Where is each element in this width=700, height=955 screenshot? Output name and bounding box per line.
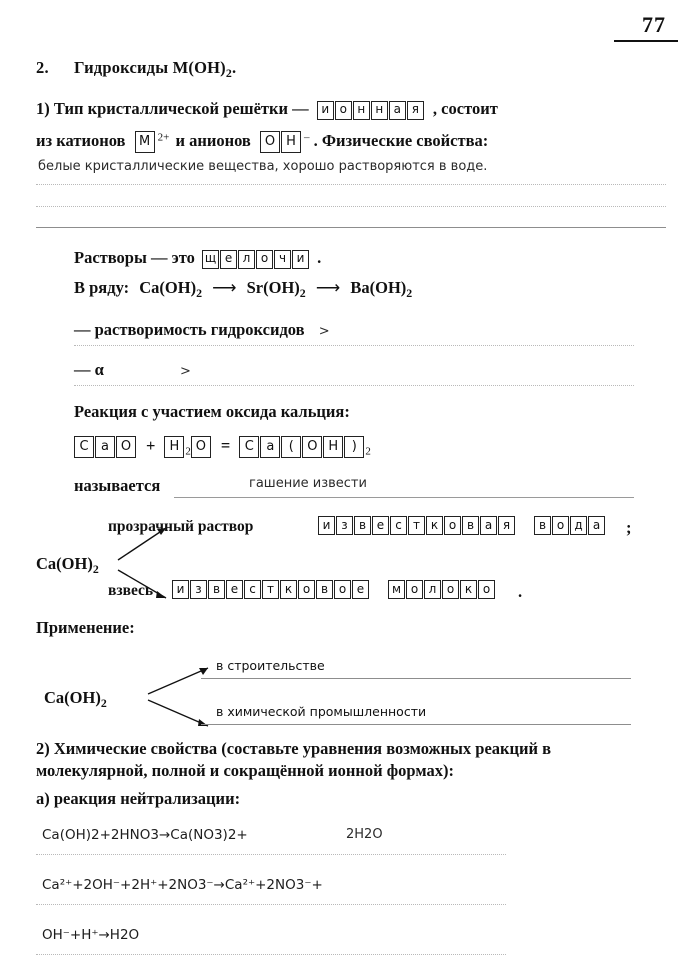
task-number: 2. (36, 58, 49, 77)
answer-cell[interactable]: в (316, 580, 333, 599)
called-line (74, 474, 666, 500)
answer-cell[interactable]: О (260, 131, 280, 153)
branch-block-1 (36, 514, 666, 606)
arrow-icon: ⟶ (315, 277, 341, 297)
answer-cell[interactable]: д (570, 516, 587, 535)
q1-text-a: 1) Тип кристаллической решётки — (36, 98, 309, 118)
branch-top-tail: ; (626, 517, 632, 537)
answer-cell[interactable]: М (135, 131, 155, 153)
cao-cells[interactable] (74, 436, 137, 458)
solutions-answer-cells[interactable] (202, 250, 310, 269)
answer-cell[interactable]: о (334, 580, 351, 599)
answer-cell[interactable]: O (116, 436, 136, 458)
period: . (317, 247, 322, 267)
equation-printed: Ca(OH)2+2HNO3→Ca(NO3)2+ (42, 827, 248, 844)
answer-cell[interactable]: и (172, 580, 189, 599)
answer-cell[interactable]: н (371, 101, 388, 120)
answer-cell[interactable]: о (444, 516, 461, 535)
answer-cell[interactable]: к (280, 580, 297, 599)
answer-cell[interactable]: е (352, 580, 369, 599)
q1-line2 (36, 129, 666, 153)
task-title: Гидроксиды $М(ОН)_2$. (74, 58, 237, 80)
answer-cell[interactable]: е (226, 580, 243, 599)
answer-cell[interactable]: щ (202, 250, 219, 269)
equation-handwritten[interactable]: 2H2O (346, 827, 383, 843)
q1-properties-answer[interactable] (36, 159, 666, 181)
writing-line (36, 853, 506, 855)
answer-cell-space (516, 516, 533, 535)
series-item-2: $Sr(OH)_2$ (246, 277, 306, 300)
answer-cell[interactable]: я (407, 101, 424, 120)
answer-cell[interactable]: а (588, 516, 605, 535)
branch-root-formula: $Ca(OH)_2$ (36, 553, 99, 576)
answer-cell[interactable]: O (302, 436, 322, 458)
lattice-answer-cells[interactable] (317, 101, 425, 120)
answer-cell[interactable]: о (256, 250, 273, 269)
called-answer[interactable]: гашение извести (249, 475, 367, 491)
answer-cell[interactable]: о (406, 580, 423, 599)
series-item-3: $Ba(OH)_2$ (350, 277, 413, 300)
h2o-cells[interactable] (164, 436, 185, 458)
limemilk-answer-cells[interactable] (172, 580, 496, 599)
page-number: 77 (642, 12, 666, 37)
q1-text-c: из катионов (36, 130, 126, 150)
usage-branch-block (36, 656, 666, 732)
arrow-icon: ⟶ (212, 277, 237, 297)
cation-charge: 2+ (157, 131, 170, 144)
q3-equation-3[interactable] (36, 927, 666, 955)
answer-cell[interactable]: a (95, 436, 115, 458)
handwritten-properties[interactable]: белые кристаллические вещества, хорошо растворяются в воде. (38, 158, 488, 174)
answer-cell[interactable]: к (460, 580, 477, 599)
answer-cell[interactable]: е (220, 250, 237, 269)
answer-cell-space (370, 580, 387, 599)
alpha-answer[interactable]: > (179, 363, 191, 379)
solutions-line (74, 246, 666, 270)
h2o-o-cell[interactable] (191, 436, 212, 458)
answer-cell[interactable]: ( (281, 436, 301, 458)
writing-line (174, 497, 634, 498)
reaction-heading: Реакция с участием оксида кальция: (74, 401, 350, 421)
answer-cell[interactable]: с (390, 516, 407, 535)
usage-heading: Применение: (36, 617, 135, 637)
page-number-rule (614, 40, 678, 42)
equals-sign: = (220, 435, 231, 455)
q1-text-d: и анионов (175, 130, 251, 150)
answer-cell[interactable]: H (323, 436, 343, 458)
reaction-equation (74, 434, 666, 458)
usage-item-2: в химической промышленности (216, 703, 427, 719)
writing-line (201, 678, 631, 679)
answer-cell[interactable]: и (317, 101, 334, 120)
equation-ionic-net: OH⁻+H⁺→H2O (42, 927, 140, 944)
writing-line (74, 344, 634, 346)
answer-cell[interactable]: а (480, 516, 497, 535)
answer-cell[interactable]: к (426, 516, 443, 535)
h2o-subscript: 2 (185, 445, 191, 458)
answer-cell[interactable]: с (244, 580, 261, 599)
writing-line (36, 205, 666, 207)
answer-cell[interactable]: в (354, 516, 371, 535)
answer-cell[interactable]: ) (344, 436, 364, 458)
answer-cell[interactable]: C (74, 436, 94, 458)
answer-cell[interactable]: т (262, 580, 279, 599)
usage-root-formula: $Ca(OH)_2$ (44, 687, 107, 710)
q3-heading: 2) Химические свойства (составьте уравнения возможных реакций в молекулярной, полной и сокращённой ионной формах): (36, 738, 552, 780)
limewater-answer-cells[interactable] (318, 516, 606, 535)
page-content (36, 56, 666, 955)
answer-cell[interactable]: л (238, 250, 255, 269)
anion-charge: – (303, 131, 310, 144)
answer-cell[interactable]: н (353, 101, 370, 120)
equation-ionic-full: Ca²⁺+2OH⁻+2H⁺+2NO3⁻→Ca²⁺+2NO3⁻+ (42, 877, 323, 894)
answer-cell[interactable]: и (292, 250, 309, 269)
plus-sign: + (146, 435, 156, 455)
writing-line (201, 724, 631, 725)
answer-cell[interactable]: и (318, 516, 335, 535)
answer-cell[interactable]: о (552, 516, 569, 535)
answer-cell[interactable]: л (424, 580, 441, 599)
series-line (74, 276, 666, 302)
answer-cell[interactable]: з (336, 516, 353, 535)
answer-cell[interactable]: о (335, 101, 352, 120)
answer-cell[interactable]: в (208, 580, 225, 599)
called-label: называется (74, 475, 161, 495)
writing-line (36, 903, 506, 905)
solutions-label: Растворы — это (74, 247, 195, 267)
answer-cell[interactable]: ч (274, 250, 291, 269)
answer-cell[interactable]: а (389, 101, 406, 120)
alpha-line (74, 358, 666, 382)
section-rule (36, 227, 666, 228)
cation-cells[interactable] (135, 131, 156, 153)
answer-cell[interactable]: о (478, 580, 495, 599)
task-heading (36, 58, 666, 81)
answer-cell[interactable]: C (239, 436, 259, 458)
solubility-line (74, 318, 666, 342)
writing-line (36, 183, 666, 185)
answer-cell[interactable]: O (191, 436, 211, 458)
usage-item-1: в строительстве (216, 657, 325, 673)
answer-cell[interactable]: в (462, 516, 479, 535)
answer-cell[interactable]: е (372, 516, 389, 535)
branch-top-label: прозрачный раствор (108, 517, 254, 535)
answer-cell[interactable]: я (498, 516, 515, 535)
q3-sub-a: а) реакция нейтрализации: (36, 789, 241, 809)
anion-cells[interactable] (260, 131, 302, 153)
answer-cell[interactable]: в (534, 516, 551, 535)
q1-text-b: , состоит (432, 98, 498, 118)
answer-cell[interactable]: т (408, 516, 425, 535)
answer-cell[interactable]: H (164, 436, 184, 458)
answer-cell[interactable]: Н (281, 131, 301, 153)
answer-cell[interactable]: a (260, 436, 280, 458)
solubility-answer[interactable]: > (318, 323, 330, 339)
answer-cell[interactable]: з (190, 580, 207, 599)
answer-cell[interactable]: м (388, 580, 405, 599)
q1-line1 (36, 97, 666, 121)
branch-bottom-label: взвесь (108, 581, 154, 599)
solubility-label: — растворимость гидроксидов (74, 319, 305, 339)
series-item-1: $Ca(OH)_2$ (139, 277, 202, 300)
writing-line (74, 384, 634, 386)
caoh2-subscript: 2 (365, 445, 371, 458)
answer-cell[interactable]: о (298, 580, 315, 599)
q1-text-e: . Физические свойства: (313, 130, 489, 150)
alpha-label: — α (74, 359, 104, 379)
q3-equation-1[interactable] (36, 827, 666, 855)
caoh2-cells[interactable] (239, 436, 365, 458)
answer-cell[interactable]: о (442, 580, 459, 599)
branch-bottom-tail: . (518, 581, 523, 601)
series-label: В ряду: (74, 277, 130, 297)
q3-equation-2[interactable] (36, 877, 666, 905)
